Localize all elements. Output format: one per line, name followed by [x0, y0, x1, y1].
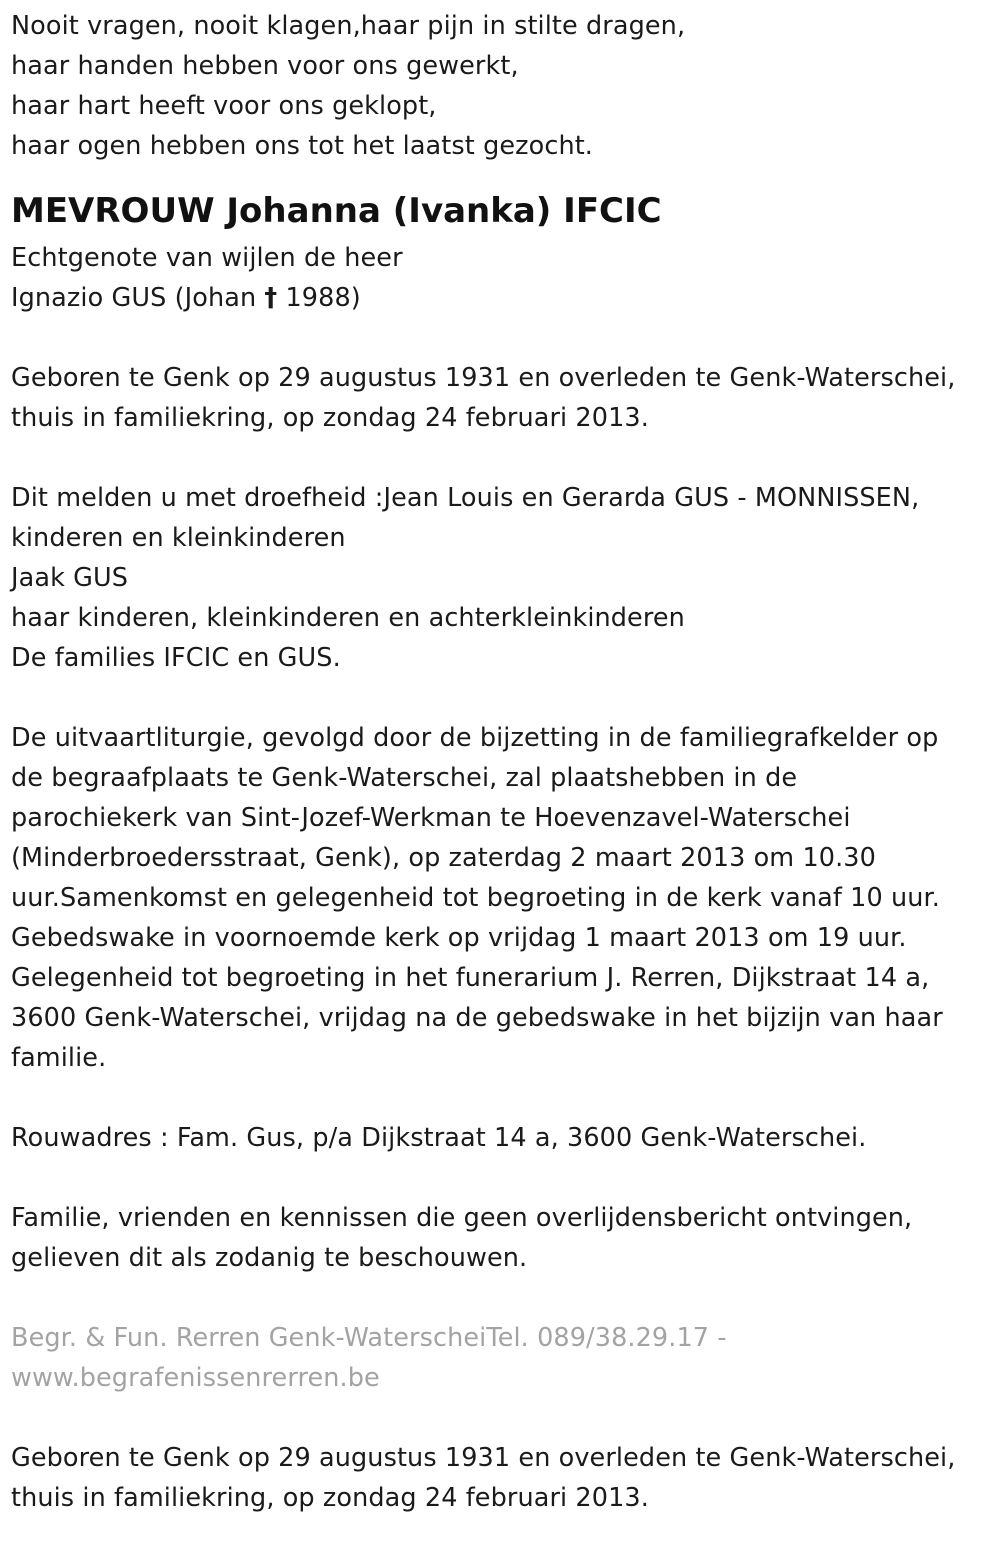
- spacer: [11, 1398, 986, 1438]
- obituary-document: [11, 6, 986, 1518]
- mourning-address: Rouwadres : Fam. Gus, p/a Dijkstraat 14 a, 3600 Genk-Waterschei.: [11, 1123, 867, 1153]
- spacer: [11, 438, 986, 478]
- spacer: [11, 1158, 986, 1198]
- paragraph-line: thuis in familiekring, op zondag 24 februari 2013.: [11, 403, 649, 433]
- birth-death-paragraph-repeat: [11, 1438, 986, 1518]
- spacer: [11, 318, 986, 358]
- poem-line: haar ogen hebben ons tot het laatst gezocht.: [11, 131, 594, 161]
- paragraph-line: De uitvaartliturgie, gevolgd door de bijzetting in de familiegrafkelder op: [11, 723, 939, 753]
- spouse-info: [11, 238, 986, 318]
- spouse-death-year: 1988): [277, 283, 361, 313]
- spacer: [11, 1278, 986, 1318]
- funeral-home-website: www.begrafenissenrerren.be: [11, 1363, 380, 1393]
- closing-paragraph: [11, 1198, 986, 1278]
- paragraph-line: Familie, vrienden en kennissen die geen overlijdensbericht ontvingen,: [11, 1203, 913, 1233]
- paragraph-line: Dit melden u met droefheid :Jean Louis en Gerarda GUS - MONNISSEN,: [11, 483, 920, 513]
- announcement-paragraph: [11, 478, 986, 678]
- paragraph-line: familie.: [11, 1043, 107, 1073]
- poem-line: Nooit vragen, nooit klagen,haar pijn in stilte dragen,: [11, 11, 686, 41]
- paragraph-line: Gelegenheid tot begroeting in het funerarium J. Rerren, Dijkstraat 14 a,: [11, 963, 930, 993]
- cross-icon: †: [264, 283, 278, 313]
- spacer: [11, 166, 986, 184]
- paragraph-line: Geboren te Genk op 29 augustus 1931 en overleden te Genk-Waterschei,: [11, 1443, 956, 1473]
- paragraph-line: Jaak GUS: [11, 563, 129, 593]
- paragraph-line: thuis in familiekring, op zondag 24 februari 2013.: [11, 1483, 649, 1513]
- deceased-name: MEVROUW Johanna (Ivanka) IFCIC: [11, 191, 662, 231]
- paragraph-line: (Minderbroedersstraat, Genk), op zaterdag 2 maart 2013 om 10.30: [11, 843, 876, 873]
- paragraph-line: de begraafplaats te Genk-Waterschei, zal plaatshebben in de: [11, 763, 798, 793]
- spouse-line: Echtgenote van wijlen de heer: [11, 243, 403, 273]
- poem-line: haar hart heeft voor ons geklopt,: [11, 91, 437, 121]
- spacer: [11, 678, 986, 718]
- funeral-home-contact: Begr. & Fun. Rerren Genk-WaterscheiTel. 089/38.29.17 -: [11, 1323, 727, 1353]
- paragraph-line: De families IFCIC en GUS.: [11, 643, 341, 673]
- spacer: [11, 1078, 986, 1118]
- paragraph-line: haar kinderen, kleinkinderen en achterkleinkinderen: [11, 603, 685, 633]
- paragraph-line: uur.Samenkomst en gelegenheid tot begroeting in de kerk vanaf 10 uur.: [11, 883, 940, 913]
- spouse-name: Ignazio GUS (Johan: [11, 283, 265, 313]
- spouse-line: [11, 278, 986, 318]
- paragraph-line: parochiekerk van Sint-Jozef-Werkman te Hoevenzavel-Waterschei: [11, 803, 851, 833]
- birth-death-paragraph: [11, 358, 986, 438]
- paragraph-line: Geboren te Genk op 29 augustus 1931 en overleden te Genk-Waterschei,: [11, 363, 956, 393]
- funeral-home-info: [11, 1318, 986, 1398]
- paragraph-line: gelieven dit als zodanig te beschouwen.: [11, 1243, 528, 1273]
- paragraph-line: 3600 Genk-Waterschei, vrijdag na de gebedswake in het bijzijn van haar: [11, 1003, 943, 1033]
- poem: [11, 6, 986, 166]
- poem-line: haar handen hebben voor ons gewerkt,: [11, 51, 519, 81]
- paragraph-line: kinderen en kleinkinderen: [11, 523, 346, 553]
- funeral-paragraph: [11, 718, 986, 1078]
- paragraph-line: Gebedswake in voornoemde kerk op vrijdag 1 maart 2013 om 19 uur.: [11, 923, 907, 953]
